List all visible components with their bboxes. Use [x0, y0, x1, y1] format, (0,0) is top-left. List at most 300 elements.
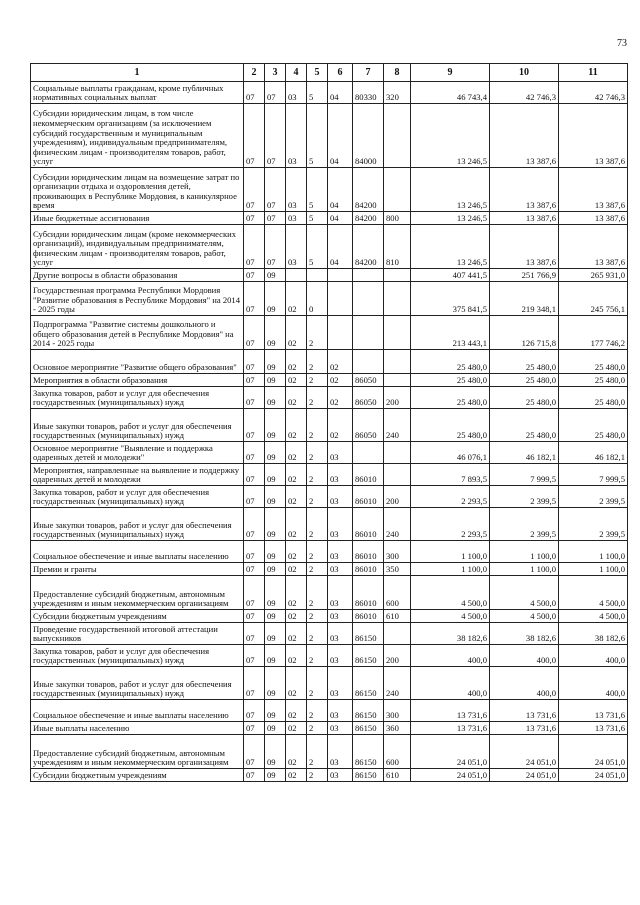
amount-cell: 46 182,1 — [490, 442, 559, 464]
amount-cell: 400,0 — [559, 645, 628, 667]
code-cell: 600 — [384, 576, 411, 610]
code-cell: 07 — [244, 623, 265, 645]
code-cell: 09 — [265, 442, 286, 464]
amount-cell: 1 100,0 — [559, 541, 628, 563]
code-cell: 84200 — [353, 225, 384, 269]
amount-cell: 25 480,0 — [411, 350, 490, 374]
code-cell: 07 — [265, 104, 286, 168]
code-cell: 02 — [286, 610, 307, 623]
code-cell: 2 — [307, 623, 328, 645]
code-cell: 07 — [244, 282, 265, 316]
amount-cell: 46 743,4 — [411, 82, 490, 104]
code-cell: 86150 — [353, 623, 384, 645]
code-cell: 02 — [286, 563, 307, 576]
code-cell: 09 — [265, 350, 286, 374]
code-cell: 03 — [328, 563, 353, 576]
code-cell: 09 — [265, 700, 286, 722]
table-row — [31, 104, 628, 168]
amount-cell: 13 731,6 — [490, 700, 559, 722]
amount-cell: 25 480,0 — [559, 350, 628, 374]
row-name-cell: Другие вопросы в области образования — [31, 269, 244, 282]
code-cell: 07 — [265, 225, 286, 269]
code-cell: 0 — [307, 282, 328, 316]
code-cell: 07 — [244, 700, 265, 722]
code-cell: 2 — [307, 735, 328, 769]
code-cell: 04 — [328, 212, 353, 225]
amount-cell: 42 746,3 — [559, 82, 628, 104]
table-row — [31, 168, 628, 212]
row-name-cell: Подпрограмма "Развитие системы дошкольного и общего образования детей в Республике Мордовия" на 2014 - 2025 годы — [31, 316, 244, 350]
row-name-cell: Закупка товаров, работ и услуг для обеспечения государственных (муниципальных) нужд — [31, 486, 244, 508]
code-cell: 07 — [244, 722, 265, 735]
code-cell: 07 — [244, 541, 265, 563]
amount-cell: 265 931,0 — [559, 269, 628, 282]
code-cell — [353, 442, 384, 464]
code-cell — [384, 464, 411, 486]
code-cell: 07 — [244, 464, 265, 486]
amount-cell: 4 500,0 — [490, 610, 559, 623]
code-cell: 200 — [384, 387, 411, 409]
row-name-cell: Проведение государственной итоговой аттестации выпускников — [31, 623, 244, 645]
amount-cell: 2 293,5 — [411, 486, 490, 508]
code-cell: 07 — [244, 269, 265, 282]
row-name-cell: Основное мероприятие "Выявление и поддержка одаренных детей и молодежи" — [31, 442, 244, 464]
table-row — [31, 610, 628, 623]
row-name-cell: Социальное обеспечение и иные выплаты населению — [31, 700, 244, 722]
amount-cell: 24 051,0 — [490, 735, 559, 769]
code-cell: 86150 — [353, 735, 384, 769]
code-cell: 07 — [244, 563, 265, 576]
code-cell: 07 — [244, 212, 265, 225]
amount-cell: 7 999,5 — [490, 464, 559, 486]
amount-cell: 13 246,5 — [411, 212, 490, 225]
amount-cell: 4 500,0 — [559, 610, 628, 623]
code-cell: 02 — [286, 374, 307, 387]
code-cell: 07 — [244, 667, 265, 700]
table-row — [31, 541, 628, 563]
amount-cell: 24 051,0 — [559, 735, 628, 769]
code-cell: 350 — [384, 563, 411, 576]
code-cell — [353, 350, 384, 374]
amount-cell: 25 480,0 — [490, 374, 559, 387]
code-cell: 2 — [307, 667, 328, 700]
code-cell: 03 — [286, 212, 307, 225]
code-cell: 2 — [307, 508, 328, 541]
row-name-cell: Субсидии юридическим лицам на возмещение затрат по организации отдыха и оздоровления детей, проживающих в Республике Мордовия, в каникулярное время — [31, 168, 244, 212]
row-name-cell: Закупка товаров, работ и услуг для обеспечения государственных (муниципальных) нужд — [31, 387, 244, 409]
code-cell — [307, 269, 328, 282]
row-name-cell: Иные закупки товаров, работ и услуг для обеспечения государственных (муниципальных) нужд — [31, 667, 244, 700]
table-row — [31, 486, 628, 508]
code-cell: 02 — [328, 374, 353, 387]
amount-cell: 4 500,0 — [411, 610, 490, 623]
code-cell — [384, 442, 411, 464]
code-cell: 84000 — [353, 104, 384, 168]
table-row — [31, 667, 628, 700]
code-cell: 2 — [307, 645, 328, 667]
code-cell: 09 — [265, 735, 286, 769]
amount-cell: 245 756,1 — [559, 282, 628, 316]
code-cell: 86010 — [353, 508, 384, 541]
code-cell: 84200 — [353, 212, 384, 225]
code-cell — [328, 316, 353, 350]
code-cell: 5 — [307, 225, 328, 269]
amount-cell: 13 387,6 — [559, 104, 628, 168]
amount-cell: 7 999,5 — [559, 464, 628, 486]
code-cell: 09 — [265, 409, 286, 442]
table-row — [31, 623, 628, 645]
code-cell: 02 — [286, 769, 307, 782]
amount-cell: 25 480,0 — [559, 409, 628, 442]
amount-cell: 13 731,6 — [559, 700, 628, 722]
code-cell — [384, 350, 411, 374]
code-cell — [384, 316, 411, 350]
table-row — [31, 374, 628, 387]
row-name-cell: Иные выплаты населению — [31, 722, 244, 735]
code-cell: 02 — [286, 623, 307, 645]
amount-cell: 7 893,5 — [411, 464, 490, 486]
table-header-row — [31, 64, 628, 82]
amount-cell: 25 480,0 — [559, 387, 628, 409]
table-row — [31, 212, 628, 225]
code-cell: 04 — [328, 82, 353, 104]
amount-cell: 42 746,3 — [490, 82, 559, 104]
code-cell: 02 — [286, 316, 307, 350]
amount-cell: 1 100,0 — [490, 541, 559, 563]
amount-cell: 24 051,0 — [559, 769, 628, 782]
code-cell: 03 — [328, 442, 353, 464]
code-cell: 610 — [384, 610, 411, 623]
column-header: 2 — [244, 64, 265, 82]
amount-cell: 13 731,6 — [411, 700, 490, 722]
code-cell — [286, 269, 307, 282]
amount-cell: 25 480,0 — [559, 374, 628, 387]
table-row — [31, 576, 628, 610]
code-cell: 2 — [307, 576, 328, 610]
code-cell: 2 — [307, 350, 328, 374]
amount-cell: 126 715,8 — [490, 316, 559, 350]
amount-cell: 46 182,1 — [559, 442, 628, 464]
amount-cell: 400,0 — [559, 667, 628, 700]
code-cell: 04 — [328, 104, 353, 168]
row-name-cell: Предоставление субсидий бюджетным, автономным учреждениям и иным некоммерческим организациям — [31, 576, 244, 610]
amount-cell: 38 182,6 — [411, 623, 490, 645]
code-cell: 200 — [384, 486, 411, 508]
table-row — [31, 350, 628, 374]
row-name-cell: Субсидии юридическим лицам, в том числе некоммерческим организациям (за исключением субсидий государственным и муниципальным учреждениям), индивидуальным предпринимателям, физическим лицам - производителям товаров, работ, услуг — [31, 104, 244, 168]
code-cell: 86010 — [353, 563, 384, 576]
code-cell: 02 — [286, 667, 307, 700]
code-cell: 09 — [265, 541, 286, 563]
row-name-cell: Субсидии юридическим лицам (кроме некоммерческих организаций), индивидуальным предпринимателям, физическим лицам - производителям товаров, работ, услуг — [31, 225, 244, 269]
amount-cell: 400,0 — [490, 645, 559, 667]
code-cell: 07 — [244, 316, 265, 350]
code-cell: 86050 — [353, 374, 384, 387]
code-cell: 07 — [244, 769, 265, 782]
code-cell: 02 — [286, 442, 307, 464]
code-cell: 300 — [384, 541, 411, 563]
code-cell: 2 — [307, 722, 328, 735]
amount-cell: 2 399,5 — [559, 486, 628, 508]
code-cell: 02 — [286, 722, 307, 735]
amount-cell: 1 100,0 — [490, 563, 559, 576]
row-name-cell: Иные закупки товаров, работ и услуг для обеспечения государственных (муниципальных) нужд — [31, 508, 244, 541]
row-name-cell: Предоставление субсидий бюджетным, автономным учреждениям и иным некоммерческим организациям — [31, 735, 244, 769]
column-header: 6 — [328, 64, 353, 82]
row-name-cell: Премии и гранты — [31, 563, 244, 576]
code-cell: 2 — [307, 486, 328, 508]
code-cell: 07 — [244, 442, 265, 464]
amount-cell: 25 480,0 — [490, 350, 559, 374]
code-cell: 86150 — [353, 667, 384, 700]
code-cell: 300 — [384, 700, 411, 722]
amount-cell: 177 746,2 — [559, 316, 628, 350]
code-cell — [384, 374, 411, 387]
column-header: 9 — [411, 64, 490, 82]
amount-cell: 25 480,0 — [490, 409, 559, 442]
code-cell: 2 — [307, 316, 328, 350]
amount-cell: 1 100,0 — [559, 563, 628, 576]
code-cell: 07 — [244, 610, 265, 623]
table-row — [31, 722, 628, 735]
table-row — [31, 563, 628, 576]
amount-cell: 4 500,0 — [411, 576, 490, 610]
column-header: 4 — [286, 64, 307, 82]
code-cell: 86150 — [353, 769, 384, 782]
code-cell: 02 — [286, 282, 307, 316]
amount-cell: 13 387,6 — [490, 104, 559, 168]
code-cell: 07 — [244, 225, 265, 269]
table-row — [31, 735, 628, 769]
budget-table — [30, 63, 628, 782]
code-cell: 09 — [265, 486, 286, 508]
code-cell: 07 — [244, 387, 265, 409]
code-cell: 610 — [384, 769, 411, 782]
code-cell — [353, 269, 384, 282]
code-cell: 09 — [265, 667, 286, 700]
table-row — [31, 225, 628, 269]
code-cell: 2 — [307, 610, 328, 623]
code-cell — [384, 282, 411, 316]
column-header: 7 — [353, 64, 384, 82]
code-cell: 360 — [384, 722, 411, 735]
amount-cell: 13 731,6 — [490, 722, 559, 735]
code-cell: 07 — [244, 508, 265, 541]
table-row — [31, 282, 628, 316]
amount-cell: 375 841,5 — [411, 282, 490, 316]
code-cell: 03 — [286, 82, 307, 104]
column-header: 5 — [307, 64, 328, 82]
code-cell: 80330 — [353, 82, 384, 104]
code-cell — [384, 269, 411, 282]
code-cell: 5 — [307, 104, 328, 168]
code-cell: 2 — [307, 387, 328, 409]
code-cell: 03 — [328, 700, 353, 722]
code-cell: 07 — [244, 735, 265, 769]
amount-cell: 4 500,0 — [490, 576, 559, 610]
row-name-cell: Закупка товаров, работ и услуг для обеспечения государственных (муниципальных) нужд — [31, 645, 244, 667]
code-cell: 04 — [328, 225, 353, 269]
code-cell: 2 — [307, 374, 328, 387]
table-row — [31, 409, 628, 442]
amount-cell: 13 246,5 — [411, 104, 490, 168]
amount-cell: 13 387,6 — [490, 212, 559, 225]
code-cell: 02 — [286, 464, 307, 486]
amount-cell: 46 076,1 — [411, 442, 490, 464]
code-cell: 03 — [286, 225, 307, 269]
table-row — [31, 316, 628, 350]
row-name-cell: Иные бюджетные ассигнования — [31, 212, 244, 225]
code-cell: 86150 — [353, 700, 384, 722]
row-name-cell: Иные закупки товаров, работ и услуг для обеспечения государственных (муниципальных) нужд — [31, 409, 244, 442]
code-cell: 86010 — [353, 610, 384, 623]
amount-cell: 25 480,0 — [490, 387, 559, 409]
code-cell: 5 — [307, 82, 328, 104]
code-cell: 86050 — [353, 409, 384, 442]
row-name-cell: Мероприятия, направленные на выявление и поддержку одаренных детей и молодежи — [31, 464, 244, 486]
code-cell: 09 — [265, 282, 286, 316]
row-name-cell: Субсидии бюджетным учреждениям — [31, 769, 244, 782]
column-header: 1 — [31, 64, 244, 82]
code-cell: 07 — [265, 212, 286, 225]
code-cell: 02 — [328, 350, 353, 374]
code-cell: 07 — [244, 374, 265, 387]
code-cell: 200 — [384, 645, 411, 667]
amount-cell: 24 051,0 — [490, 769, 559, 782]
column-header: 11 — [559, 64, 628, 82]
code-cell: 09 — [265, 269, 286, 282]
code-cell: 5 — [307, 168, 328, 212]
code-cell: 02 — [286, 508, 307, 541]
code-cell: 240 — [384, 409, 411, 442]
code-cell: 03 — [328, 541, 353, 563]
code-cell — [384, 104, 411, 168]
code-cell: 5 — [307, 212, 328, 225]
code-cell: 86010 — [353, 486, 384, 508]
code-cell: 03 — [328, 645, 353, 667]
amount-cell: 400,0 — [411, 645, 490, 667]
code-cell: 03 — [328, 667, 353, 700]
amount-cell: 1 100,0 — [411, 541, 490, 563]
code-cell: 09 — [265, 563, 286, 576]
code-cell — [384, 623, 411, 645]
amount-cell: 2 399,5 — [559, 508, 628, 541]
amount-cell: 219 348,1 — [490, 282, 559, 316]
code-cell: 03 — [328, 486, 353, 508]
code-cell: 320 — [384, 82, 411, 104]
amount-cell: 38 182,6 — [559, 623, 628, 645]
code-cell — [353, 316, 384, 350]
code-cell: 07 — [244, 486, 265, 508]
code-cell: 600 — [384, 735, 411, 769]
code-cell: 2 — [307, 769, 328, 782]
code-cell: 09 — [265, 722, 286, 735]
column-header: 10 — [490, 64, 559, 82]
code-cell: 02 — [328, 387, 353, 409]
amount-cell: 25 480,0 — [411, 374, 490, 387]
code-cell: 03 — [286, 168, 307, 212]
code-cell: 09 — [265, 769, 286, 782]
code-cell: 2 — [307, 541, 328, 563]
table-row — [31, 82, 628, 104]
code-cell: 07 — [244, 350, 265, 374]
code-cell — [328, 269, 353, 282]
row-name-cell: Государственная программа Республики Мордовия "Развитие образования в Республике Мордовия" на 2014 - 2025 годы — [31, 282, 244, 316]
code-cell: 02 — [286, 350, 307, 374]
amount-cell: 13 731,6 — [559, 722, 628, 735]
code-cell: 2 — [307, 464, 328, 486]
code-cell: 07 — [265, 82, 286, 104]
table-row — [31, 442, 628, 464]
amount-cell: 13 387,6 — [490, 225, 559, 269]
amount-cell: 13 731,6 — [411, 722, 490, 735]
amount-cell: 13 387,6 — [559, 168, 628, 212]
code-cell: 810 — [384, 225, 411, 269]
table-row — [31, 387, 628, 409]
code-cell: 03 — [328, 623, 353, 645]
amount-cell: 38 182,6 — [490, 623, 559, 645]
code-cell: 03 — [328, 508, 353, 541]
code-cell: 02 — [286, 409, 307, 442]
column-header: 3 — [265, 64, 286, 82]
code-cell: 03 — [328, 464, 353, 486]
amount-cell: 13 246,5 — [411, 225, 490, 269]
amount-cell: 13 387,6 — [559, 225, 628, 269]
code-cell: 240 — [384, 667, 411, 700]
amount-cell: 24 051,0 — [411, 735, 490, 769]
code-cell — [328, 282, 353, 316]
code-cell: 09 — [265, 576, 286, 610]
code-cell: 240 — [384, 508, 411, 541]
amount-cell: 400,0 — [490, 667, 559, 700]
amount-cell: 24 051,0 — [411, 769, 490, 782]
code-cell: 07 — [244, 104, 265, 168]
code-cell: 86010 — [353, 541, 384, 563]
code-cell: 2 — [307, 409, 328, 442]
amount-cell: 1 100,0 — [411, 563, 490, 576]
row-name-cell: Основное мероприятие "Развитие общего образования" — [31, 350, 244, 374]
table-row — [31, 645, 628, 667]
amount-cell: 407 441,5 — [411, 269, 490, 282]
code-cell: 84200 — [353, 168, 384, 212]
amount-cell: 4 500,0 — [559, 576, 628, 610]
table-row — [31, 700, 628, 722]
code-cell: 09 — [265, 374, 286, 387]
code-cell: 02 — [286, 486, 307, 508]
code-cell: 03 — [328, 769, 353, 782]
row-name-cell: Субсидии бюджетным учреждениям — [31, 610, 244, 623]
code-cell: 03 — [328, 576, 353, 610]
code-cell: 03 — [328, 610, 353, 623]
column-header: 8 — [384, 64, 411, 82]
code-cell: 03 — [328, 735, 353, 769]
table-row — [31, 508, 628, 541]
amount-cell: 13 387,6 — [559, 212, 628, 225]
code-cell: 2 — [307, 700, 328, 722]
row-name-cell: Социальные выплаты гражданам, кроме публичных нормативных социальных выплат — [31, 82, 244, 104]
table-row — [31, 269, 628, 282]
code-cell: 86010 — [353, 464, 384, 486]
code-cell: 04 — [328, 168, 353, 212]
row-name-cell: Мероприятия в области образования — [31, 374, 244, 387]
code-cell: 800 — [384, 212, 411, 225]
code-cell: 02 — [286, 735, 307, 769]
code-cell: 02 — [328, 409, 353, 442]
code-cell: 09 — [265, 645, 286, 667]
code-cell: 2 — [307, 563, 328, 576]
code-cell: 07 — [244, 409, 265, 442]
code-cell: 2 — [307, 442, 328, 464]
